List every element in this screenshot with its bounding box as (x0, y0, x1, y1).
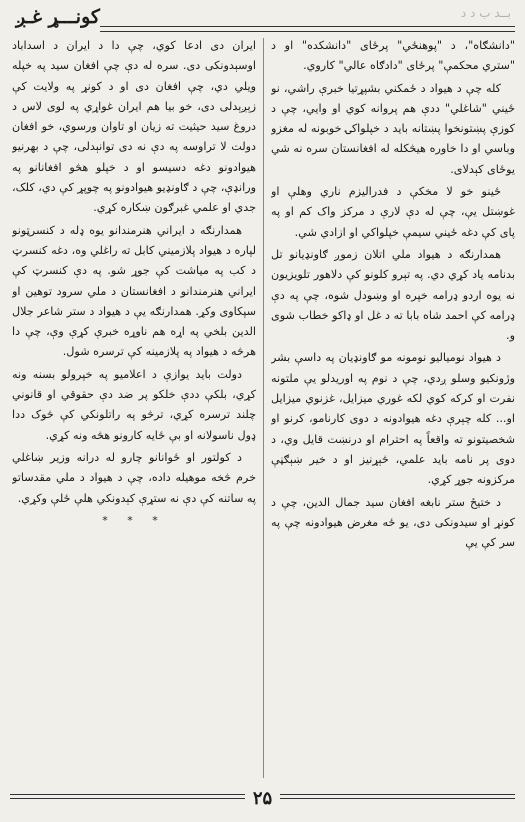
column-divider (263, 38, 264, 778)
paragraph: ځینو خو لا مخکې د فدرالیزم ناري وهلې او غوښتل یې، چې له دې لارې د مرکز واک کم او په پای کې دغه ځیني سیمې خپلواکي او ازادي شي. (271, 185, 515, 239)
end-of-article-mark: * * * (102, 513, 166, 527)
paragraph: همدارنګه د ایراني هنرمندانو یوه ډله د کنسرټونو لپاره د هیواد پلازمیني کابل ته راغلي وه، دغه کنسرټ د کب په میاشت کې جوړ شو. په دې کنسرټ کې ایراني هنرمندانو د افغانستان د ملي سرود توهین او سپکاوی وکړ. همدارنګه یې د هیواد د ستر شاعر جلال الدین بلخي په اړه هم ناوړه خبرې کړې وې، چې دا هرڅه د هیواد په پلازمینه کې ترسره شول. (12, 223, 256, 359)
paragraph: د ختیځ ستر نابغه افغان سید جمال الدین، چې د کونړ او سیدونکی دی، یو ځه مغرض هیوادونه چې په سر کې یې (271, 495, 515, 550)
left-column (12, 36, 256, 782)
page-number: ۲۵ (245, 788, 280, 809)
page-number-wrap (10, 788, 515, 809)
faint-corner-text: بــد ب د د (460, 6, 511, 20)
paragraph: ایران دی ادعا کوي، چې دا د ایران د اسداباد اوسېدونکی دی. سره له دې چې افغان سید په خپله ویلي دي، چې افغان دی او د کونړ په ولایت کې زېږېدلی دی، خو بیا هم ایران غواړي په لوی لاس د دروغ سید حیثیت ته زیان او تاوان ورسوي، خو افغان دولت لا تراوسه په دې نه دی توانېدلی، چې د بهرنیو هیوادونو دغه دسیسو او د خپلو هڅو افغانانو په ورانډې، چې د ګاونډیو هیوادونو په چوپړ کې دي، کلک، جدي او علمي غبرګون ښکاره کړي. (12, 39, 256, 215)
paragraph: همدارنګه د هیواد ملي اتلان زموږ ګاونډیانو تل بدنامه یاد کړي دي. په تېرو کلونو کې دلاهور تلویزیون نه یوه اردو ډرامه خپره او وښودل شوه، چې په دې ډرامه کې احمد شاه بابا ته د غل او ډاکو خطاب شوی و. (271, 247, 515, 343)
magazine-title: كونـــړ غـږ (16, 6, 100, 28)
right-column (271, 36, 515, 782)
page-footer (10, 786, 515, 822)
paragraph: "دانشګاه"، د "پوهنځي" پرځای "دانشکده" او د "ستري محکمې" پرځای "دادګاه عالي" کاروي. (271, 39, 515, 73)
paragraph: دولت باید یوازې د اعلامیو په خپرولو بسنه ونه کړي، بلکې ددې خلکو پر ضد دې حقوقي او قانوني چلند ترسره کړي، ترڅو په راتلونکي کې څوک ددا ډول ناسولانه او بې ځایه کارونو هڅه ونه کړي. (12, 367, 256, 442)
paragraph: د کولتور او ځوانانو چارو له درانه وزیر ښاغلي خرم څخه موهیله داده، چې د هیواد د ملي مقدساتو په ساتنه کې دې نه ستړې کېدونکي هلې ځلې وکړي. (12, 450, 256, 505)
header-rule (100, 31, 515, 32)
paragraph: د هیواد نومیالیو نومونه مو ګاونډیان په داسې بشر وژونکیو وسلو ږدي، چې د نوم په اوریدلو یې ملتونه نفرت او کرکه کوي لکه غوري میزایل، غزنوي میزایل او... کله چېرې دغه هیوادونه د دوی کارنامو، کرنو او شخصیتونو ته واقعاً په احترام او درنښت قایل وي، د دوی پر نامه باید علمي، څېړنیز او د خیر ښېګڼې مرکزونه جوړ کړي. (271, 351, 515, 487)
header-rule (100, 26, 515, 27)
article-columns (12, 36, 515, 782)
paragraph: کله چې د هیواد د ځمکني بشپړتیا خبرې راشي، نو ځیني "شاغلي" ددې هم پروانه کوي او وايي، چې د کوزې پښتونخوا پښتانه باید د خپلواکۍ خوبونه له مغزو وباسي او دا خاوره هیڅکله له افغانستان سره نه شي یوځای کېدلای. (271, 81, 515, 176)
page-header (10, 4, 515, 34)
